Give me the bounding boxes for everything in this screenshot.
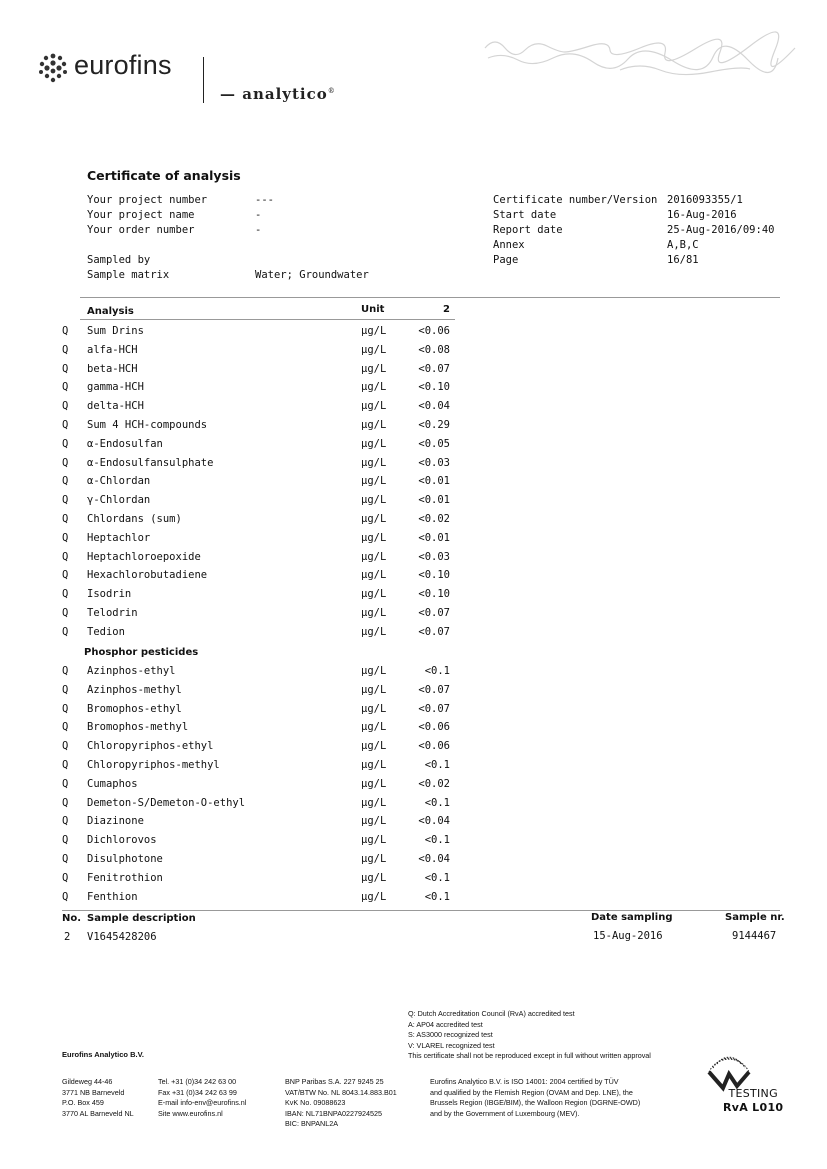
analyte-name: α-Endosulfansulphate (87, 456, 214, 469)
table-row (0, 438, 827, 457)
result-value: <0.01 (418, 531, 450, 544)
table-row (0, 778, 827, 797)
unit-value: µg/L (361, 400, 387, 413)
analyte-name: Heptachloroepoxide (87, 550, 201, 563)
analyte-name: Diazinone (87, 815, 144, 828)
unit-value: µg/L (361, 362, 387, 375)
unit-value: µg/L (361, 456, 387, 469)
analyte-name: Sum Drins (87, 325, 144, 337)
unit-value: µg/L (361, 702, 387, 715)
result-value: <0.08 (418, 343, 450, 356)
legend-a: A: AP04 accredited test (408, 1019, 483, 1029)
iso-line: and qualified by the Flemish Region (OVAM and Dep. LNE), the (430, 1087, 633, 1097)
table-row (0, 569, 827, 588)
table-row (0, 607, 827, 626)
accreditation-flag: Q (62, 625, 69, 638)
table-row (0, 834, 827, 853)
analyte-name: Disulphotone (87, 853, 163, 865)
accreditation-flag: Q (62, 456, 69, 469)
accreditation-flag: Q (62, 494, 69, 507)
analyte-name: gamma-HCH (87, 381, 144, 394)
unit-value: µg/L (361, 588, 387, 601)
table-row (0, 457, 827, 476)
company-address (62, 1077, 134, 1119)
unit-value: µg/L (361, 513, 387, 525)
bank-line: KvK No. 09088623 (285, 1098, 346, 1107)
accreditation-flag: Q (62, 759, 69, 771)
analyte-name: beta-HCH (87, 362, 138, 375)
testing-mark (723, 1087, 783, 1115)
certificate-number-value: 2016093355/1 (667, 194, 743, 206)
bank-line: BNP Paribas S.A. 227 9245 25 (285, 1077, 384, 1086)
iso-line: and by the Government of Luxembourg (MEV). (430, 1108, 580, 1118)
annex-value: A,B,C (667, 239, 699, 251)
sample-no-header: No. (62, 913, 82, 924)
accreditation-flag: Q (62, 475, 69, 488)
analyte-name: Fenitrothion (87, 871, 163, 884)
sample-matrix-label: Sample matrix (87, 269, 170, 281)
column-rule (80, 319, 455, 320)
table-row (0, 344, 827, 363)
project-number-value: --- (255, 194, 274, 206)
result-value: <0.03 (418, 550, 450, 563)
table-row (0, 684, 827, 703)
accreditation-flag: Q (62, 513, 69, 525)
table-row (0, 325, 827, 344)
analyte-name: alfa-HCH (87, 343, 138, 356)
accreditation-flag: Q (62, 834, 69, 847)
project-values (255, 193, 274, 238)
company-name: Eurofins Analytico B.V. (62, 1050, 144, 1059)
address-line: 3770 AL Barneveld NL (62, 1108, 134, 1118)
unit-value: µg/L (361, 834, 387, 847)
unit-value: µg/L (361, 607, 387, 619)
result-value: <0.07 (418, 362, 450, 375)
unit-value: µg/L (361, 665, 387, 677)
result-value: <0.1 (424, 759, 450, 771)
unit-value: µg/L (361, 475, 387, 488)
date-sampling-header: Date sampling (591, 912, 673, 923)
table-row (0, 532, 827, 551)
result-value: <0.05 (418, 437, 450, 450)
accreditation-flag: Q (62, 607, 69, 619)
table-row (0, 475, 827, 494)
result-value: <0.03 (418, 456, 450, 469)
bank-details (285, 1077, 397, 1130)
report-date-label: Report date (493, 224, 563, 236)
accreditation-flag: Q (62, 665, 69, 677)
analyte-name: Azinphos-methyl (87, 683, 182, 696)
accreditation-flag: Q (62, 853, 69, 865)
result-value: <0.02 (418, 777, 450, 790)
analyte-name: Demeton-S/Demeton-O-ethyl (87, 796, 246, 809)
table-row (0, 797, 827, 816)
result-value: <0.04 (418, 815, 450, 828)
result-value: <0.10 (418, 381, 450, 394)
address-line: 3771 NB Barneveld (62, 1087, 125, 1097)
analyte-name: γ-Chlordan (87, 494, 151, 507)
result-value: <0.06 (418, 325, 450, 337)
table-row (0, 891, 827, 910)
table-row (0, 872, 827, 891)
project-name-label: Your project name (87, 209, 195, 221)
unit-value: µg/L (361, 777, 387, 790)
result-value: <0.29 (418, 419, 450, 431)
unit-value: µg/L (361, 890, 387, 903)
accreditation-flag: Q (62, 871, 69, 884)
rva-accreditation-icon (703, 1046, 755, 1092)
testing-label: TESTING (728, 1087, 778, 1100)
phone: Tel. +31 (0)34 242 63 00 (158, 1077, 237, 1086)
accreditation-flag: Q (62, 550, 69, 563)
analyte-name: α-Endosulfan (87, 437, 163, 450)
unit-header: Unit (361, 304, 385, 315)
page-value: 16/81 (667, 254, 699, 266)
table-row (0, 400, 827, 419)
accreditation-flag: Q (62, 381, 69, 394)
sample-description-header: Sample description (87, 913, 196, 924)
sample-nr-header: Sample nr. (725, 912, 785, 923)
accreditation-flag: Q (62, 400, 69, 413)
unit-value: µg/L (361, 853, 387, 865)
certificate-title: Certificate of analysis (87, 168, 241, 183)
table-row (0, 740, 827, 759)
accreditation-flag: Q (62, 569, 69, 582)
result-value: <0.07 (418, 683, 450, 696)
accreditation-flag: Q (62, 531, 69, 544)
table-row (0, 551, 827, 570)
legend-q: Q: Dutch Accreditation Council (RvA) accredited test (408, 1009, 575, 1018)
accreditation-flag: Q (62, 683, 69, 696)
result-value: <0.10 (418, 588, 450, 601)
iso-certification (430, 1077, 640, 1119)
unit-value: µg/L (361, 381, 387, 394)
result-value: <0.04 (418, 853, 450, 865)
order-number-label: Your order number (87, 224, 195, 236)
unit-value: µg/L (361, 325, 387, 337)
certificate-values (667, 193, 774, 268)
table-row (0, 853, 827, 872)
bank-line: VAT/BTW No. NL 8043.14.883.B01 (285, 1087, 397, 1097)
table-row (0, 626, 827, 645)
result-value: <0.01 (418, 494, 450, 507)
sampling-labels (87, 253, 169, 283)
table-row (0, 721, 827, 740)
result-value: <0.1 (424, 871, 450, 884)
bank-line: BIC: BNPANL2A (285, 1119, 338, 1128)
result-value: <0.01 (418, 475, 450, 488)
website-link[interactable]: Site www.eurofins.nl (158, 1108, 223, 1118)
analyte-name: Fenthion (87, 890, 138, 903)
result-value: <0.1 (424, 834, 450, 847)
result-value: <0.04 (418, 400, 450, 413)
annex-label: Annex (493, 239, 525, 251)
analyte-name: Bromophos-ethyl (87, 702, 182, 715)
unit-value: µg/L (361, 550, 387, 563)
unit-value: µg/L (361, 721, 387, 734)
brand-subtitle: — analytico® (220, 85, 336, 103)
unit-value: µg/L (361, 343, 387, 356)
unit-value: µg/L (361, 683, 387, 696)
accreditation-flag: Q (62, 815, 69, 828)
accreditation-flag: Q (62, 702, 69, 715)
unit-value: µg/L (361, 625, 387, 638)
analyte-name: Isodrin (87, 588, 132, 601)
accreditation-flag: Q (62, 419, 69, 431)
sample-nr: 9144467 (732, 930, 777, 942)
analyte-name: Bromophos-methyl (87, 721, 189, 734)
accreditation-flag: Q (62, 740, 69, 753)
unit-value: µg/L (361, 569, 387, 582)
table-row (0, 665, 827, 684)
date-sampling: 15-Aug-2016 (593, 930, 663, 942)
bank-line: IBAN: NL71BNPA0227924525 (285, 1108, 382, 1118)
page-label: Page (493, 254, 519, 266)
iso-line: Brussels Region (IBGE/BIM), the Walloon Region (DGRNE-OWD) (430, 1098, 641, 1107)
brand-name: eurofins (74, 50, 172, 80)
start-date-value: 16-Aug-2016 (667, 209, 737, 221)
analyte-name: Chloropyriphos-methyl (87, 759, 220, 771)
analyte-name: Tedion (87, 625, 125, 638)
result-value: <0.07 (418, 607, 450, 619)
rva-label: RvA L010 (723, 1101, 784, 1114)
sample-matrix-value: Water; Groundwater (255, 269, 369, 281)
certificate-labels (493, 193, 657, 268)
analyte-name: Cumaphos (87, 777, 138, 790)
result-value: <0.1 (424, 890, 450, 903)
company-contact (158, 1077, 246, 1119)
logo-divider (203, 57, 204, 103)
analyte-name: delta-HCH (87, 400, 144, 413)
section-title: Phosphor pesticides (84, 647, 199, 658)
unit-value: µg/L (361, 796, 387, 809)
accreditation-flag: Q (62, 588, 69, 601)
unit-value: µg/L (361, 531, 387, 544)
table-row (0, 381, 827, 400)
accreditation-flag: Q (62, 325, 69, 337)
accreditation-legend (408, 1009, 651, 1062)
result-value: <0.10 (418, 569, 450, 582)
unit-value: µg/L (361, 419, 387, 431)
accreditation-flag: Q (62, 890, 69, 903)
analyte-name: Sum 4 HCH-compounds (87, 419, 208, 431)
result-value: <0.06 (418, 740, 450, 753)
table-row (0, 494, 827, 513)
report-date-value: 25-Aug-2016/09:40 (667, 224, 775, 236)
table-row (0, 815, 827, 834)
analyte-name: Chlordans (sum) (87, 513, 182, 525)
analyte-name: Chloropyriphos-ethyl (87, 740, 214, 753)
accreditation-flag: Q (62, 437, 69, 450)
signature-scribble (480, 30, 800, 82)
analyte-name: Telodrin (87, 607, 138, 619)
address-line: Gildeweg 44-46 (62, 1077, 113, 1086)
sample-no: 2 (64, 931, 71, 943)
unit-value: µg/L (361, 494, 387, 507)
sampled-by-label: Sampled by (87, 254, 151, 266)
result-value: <0.07 (418, 702, 450, 715)
samples-rule (62, 910, 780, 911)
analyte-name: α-Chlordan (87, 475, 151, 488)
accreditation-flag: Q (62, 796, 69, 809)
legend-s: S: AS3000 recognized test (408, 1030, 493, 1039)
table-row (0, 363, 827, 382)
accreditation-flag: Q (62, 343, 69, 356)
result-value: <0.02 (418, 513, 450, 525)
analyte-name: Hexachlorobutadiene (87, 569, 208, 582)
analyte-name: Azinphos-ethyl (87, 665, 176, 677)
unit-value: µg/L (361, 871, 387, 884)
accreditation-flag: Q (62, 777, 69, 790)
analysis-header: Analysis (87, 306, 134, 317)
table-row (0, 703, 827, 722)
order-number-value: - (255, 224, 262, 236)
reproduction-note: This certificate shall not be reproduced except in full without written approval (408, 1051, 651, 1060)
email-link[interactable]: E-mail info-env@eurofins.nl (158, 1098, 247, 1107)
project-number-label: Your project number (87, 194, 208, 206)
table-row (0, 513, 827, 532)
result-value: <0.1 (424, 796, 450, 809)
project-name-value: - (255, 209, 262, 221)
analyte-name: Dichlorovos (87, 834, 157, 847)
unit-value: µg/L (361, 740, 387, 753)
eurofins-logo-icon (37, 52, 69, 84)
table-row (0, 759, 827, 778)
iso-line: Eurofins Analytico B.V. is ISO 14001: 2004 certified by TÜV (430, 1077, 619, 1086)
legend-v: V: VLAREL recognized test (408, 1040, 495, 1050)
result-value: <0.07 (418, 625, 450, 638)
accreditation-flag: Q (62, 721, 69, 734)
table-row (0, 588, 827, 607)
sample-column-header: 2 (443, 304, 450, 315)
result-value: <0.1 (424, 665, 450, 677)
unit-value: µg/L (361, 437, 387, 450)
unit-value: µg/L (361, 759, 387, 771)
header-rule (80, 297, 780, 298)
certificate-number-label: Certificate number/Version (493, 194, 658, 206)
result-value: <0.06 (418, 721, 450, 734)
fax: Fax +31 (0)34 242 63 99 (158, 1087, 237, 1097)
sample-description: V1645428206 (87, 931, 157, 943)
start-date-label: Start date (493, 209, 557, 221)
accreditation-flag: Q (62, 362, 69, 375)
analyte-name: Heptachlor (87, 531, 151, 544)
address-line: P.O. Box 459 (62, 1098, 104, 1107)
table-row (0, 419, 827, 438)
unit-value: µg/L (361, 815, 387, 828)
project-labels (87, 193, 207, 238)
